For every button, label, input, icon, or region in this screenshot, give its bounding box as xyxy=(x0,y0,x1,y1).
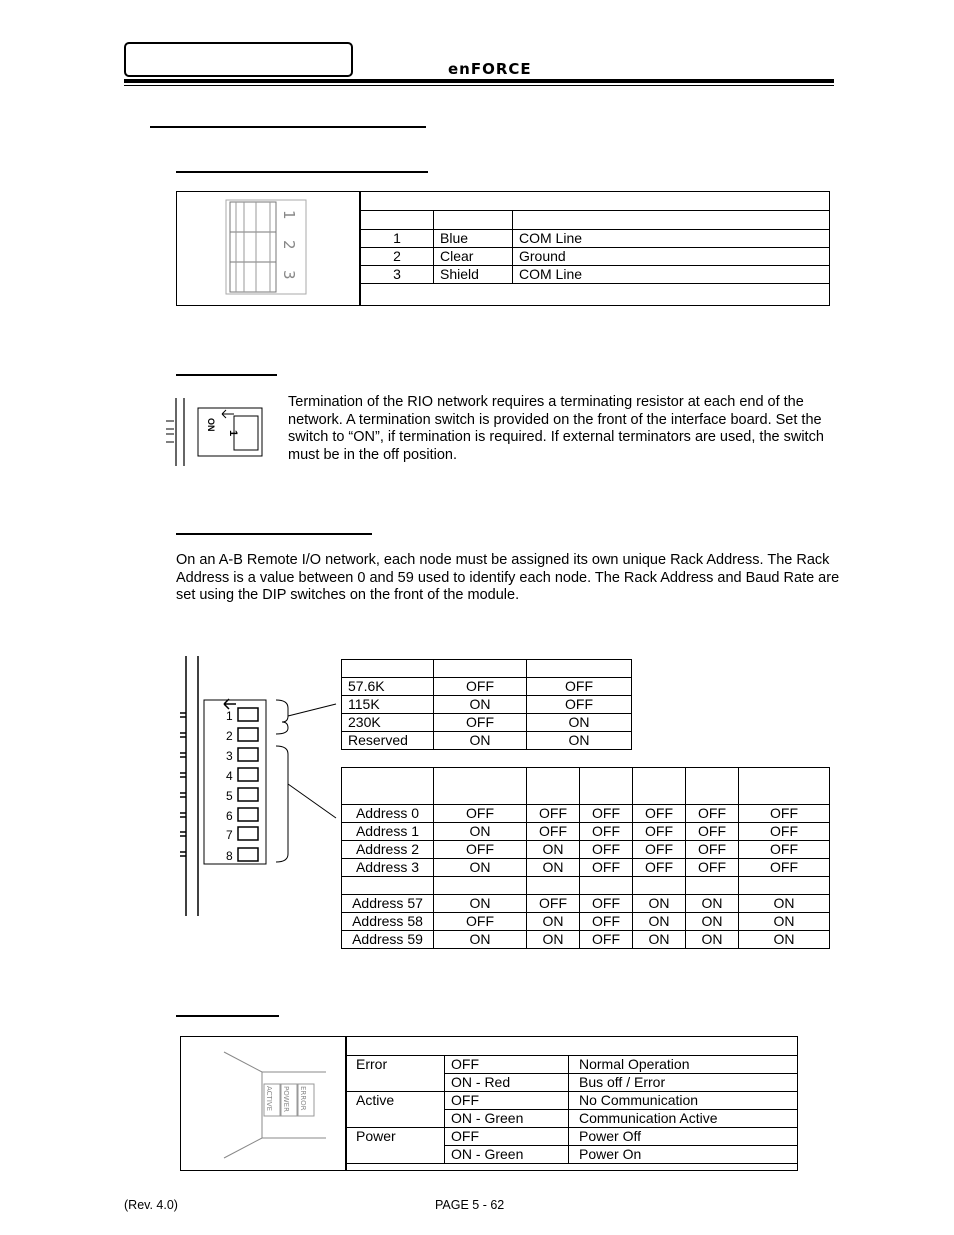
table-cell: OFF xyxy=(527,823,580,841)
svg-text:3: 3 xyxy=(226,749,233,763)
table-cell: ON xyxy=(434,931,527,949)
table-cell: 57.6K xyxy=(342,678,434,696)
table-cell xyxy=(342,877,434,895)
table-cell: Reserved xyxy=(342,732,434,750)
svg-text:6: 6 xyxy=(226,809,233,823)
table-cell: Address 0 xyxy=(342,805,434,823)
svg-text:3: 3 xyxy=(280,270,298,280)
connector-diagram xyxy=(222,198,308,296)
table-cell: OFF xyxy=(633,841,686,859)
table-cell xyxy=(342,768,434,805)
table-cell xyxy=(633,768,686,805)
table-cell: OFF xyxy=(445,1056,569,1074)
table-cell: OFF xyxy=(527,895,580,913)
termination-switch-diagram xyxy=(164,396,266,468)
table-cell: ON xyxy=(686,895,739,913)
table-cell: OFF xyxy=(434,913,527,931)
svg-text:POWER: POWER xyxy=(282,1086,290,1112)
svg-text:5: 5 xyxy=(226,789,233,803)
table-cell: ON xyxy=(739,913,830,931)
section-heading-underline xyxy=(150,126,426,128)
table-row xyxy=(347,1056,798,1074)
table-cell xyxy=(527,877,580,895)
table-cell: Address 2 xyxy=(342,841,434,859)
table-cell: ON xyxy=(686,931,739,949)
table-cell xyxy=(686,768,739,805)
table-row xyxy=(361,230,830,248)
led-diagram xyxy=(220,1046,330,1164)
table-row xyxy=(342,823,830,841)
table-cell: Address 3 xyxy=(342,859,434,877)
rack-address-paragraph: On an A-B Remote I/O network, each node must be assigned its own unique Rack Address. The Rack Address is a value between 0 and 59 used to identify each node. The Rack Address and Baud Rate are set using the DIP switches on the front of the module. xyxy=(176,552,840,603)
svg-text:ACTIVE: ACTIVE xyxy=(265,1086,273,1112)
table-cell: ON - Red xyxy=(445,1074,569,1092)
termination-paragraph: Termination of the RIO network requires a terminating resistor at each end of the network. A termination switch is provided on the front of the interface board. Set the switch to “ON”, if termination is required. If external terminators are used, the switch must be in the off position. xyxy=(288,394,824,463)
table-cell: Power xyxy=(347,1128,445,1164)
table-header-row xyxy=(361,211,830,230)
table-cell: OFF xyxy=(527,805,580,823)
table-cell: OFF xyxy=(445,1092,569,1110)
table-cell xyxy=(434,660,527,678)
table-cell: OFF xyxy=(739,859,830,877)
table-cell: ON xyxy=(633,913,686,931)
svg-text:2: 2 xyxy=(226,729,233,743)
table-row xyxy=(347,1128,798,1146)
table-cell: Active xyxy=(347,1092,445,1128)
table-cell: OFF xyxy=(580,823,633,841)
subheading-underline-leds xyxy=(176,1015,279,1017)
table-header-row xyxy=(342,660,632,678)
table-cell: Normal Operation xyxy=(569,1056,798,1074)
table-cell: ON xyxy=(434,696,527,714)
table-cell xyxy=(361,211,434,230)
table-cell: ON xyxy=(434,895,527,913)
table-cell: OFF xyxy=(445,1128,569,1146)
table-cell: Blue xyxy=(434,230,513,248)
header-rule-thin xyxy=(124,85,834,86)
table-cell xyxy=(739,768,830,805)
table-cell xyxy=(580,768,633,805)
table-cell xyxy=(686,877,739,895)
table-cell: ON xyxy=(633,895,686,913)
table-cell: Address 59 xyxy=(342,931,434,949)
table-cell: Error xyxy=(347,1056,445,1092)
table-cell: 1 xyxy=(361,230,434,248)
subheading-underline-rack-address xyxy=(176,533,372,535)
svg-text:7: 7 xyxy=(226,828,233,842)
svg-text:1: 1 xyxy=(226,709,233,723)
table-cell: ON xyxy=(527,841,580,859)
table-row xyxy=(342,895,830,913)
svg-text:2: 2 xyxy=(280,240,298,250)
table-row xyxy=(342,714,632,732)
table-cell: Clear xyxy=(434,248,513,266)
rack-address-table xyxy=(341,767,830,949)
table-cell: ON xyxy=(633,931,686,949)
table-cell: OFF xyxy=(739,805,830,823)
table-cell: OFF xyxy=(580,859,633,877)
table-cell: ON xyxy=(527,913,580,931)
table-cell: Bus off / Error xyxy=(569,1074,798,1092)
table-cell: ON xyxy=(527,931,580,949)
table-header-row xyxy=(342,768,830,805)
table-cell: 230K xyxy=(342,714,434,732)
dip-switch-diagram xyxy=(172,654,342,918)
table-cell xyxy=(434,768,527,805)
table-cell: OFF xyxy=(434,714,527,732)
connector-pin-labels xyxy=(280,210,298,280)
table-cell xyxy=(527,660,632,678)
table-row xyxy=(342,805,830,823)
table-row xyxy=(342,931,830,949)
table-cell: COM Line xyxy=(513,230,830,248)
table-cell: Ground xyxy=(513,248,830,266)
table-cell xyxy=(739,877,830,895)
table-cell xyxy=(434,877,527,895)
subheading-underline-termination xyxy=(176,374,277,376)
table-cell: Power Off xyxy=(569,1128,798,1146)
table-cell: COM Line xyxy=(513,266,830,284)
table-cell: OFF xyxy=(686,841,739,859)
table-cell: ON - Green xyxy=(445,1146,569,1164)
footer-revision: (Rev. 4.0) xyxy=(124,1198,178,1212)
table-cell: ON xyxy=(686,913,739,931)
table-cell: OFF xyxy=(580,841,633,859)
table-cell: OFF xyxy=(686,823,739,841)
table-cell: Address 58 xyxy=(342,913,434,931)
table-row xyxy=(342,913,830,931)
table-cell: ON xyxy=(527,732,632,750)
table-cell xyxy=(527,768,580,805)
led-status-table xyxy=(346,1055,798,1164)
table-row xyxy=(342,859,830,877)
table-cell: No Communication xyxy=(569,1092,798,1110)
table-cell: 115K xyxy=(342,696,434,714)
dip-switch-numbers xyxy=(226,709,233,863)
footer-page-number: PAGE 5 - 62 xyxy=(435,1198,505,1212)
baud-rate-table xyxy=(341,659,632,750)
table-cell: 2 xyxy=(361,248,434,266)
table-cell: 3 xyxy=(361,266,434,284)
table-cell: OFF xyxy=(434,805,527,823)
table-cell: ON xyxy=(527,714,632,732)
table-cell: OFF xyxy=(686,859,739,877)
svg-text:ERROR: ERROR xyxy=(299,1086,307,1111)
table-cell: ON xyxy=(434,859,527,877)
header-rule xyxy=(124,79,834,83)
table-cell: Communication Active xyxy=(569,1110,798,1128)
header-box xyxy=(124,42,353,77)
table-cell: OFF xyxy=(633,805,686,823)
table-cell: OFF xyxy=(739,841,830,859)
table-cell: Address 1 xyxy=(342,823,434,841)
table-cell: Power On xyxy=(569,1146,798,1164)
table-cell: ON xyxy=(527,859,580,877)
table-cell: OFF xyxy=(434,678,527,696)
table-cell xyxy=(513,211,830,230)
table-cell xyxy=(342,660,434,678)
subheading-underline-connector xyxy=(176,171,428,173)
table-cell: OFF xyxy=(739,823,830,841)
table-row xyxy=(361,266,830,284)
table-row xyxy=(342,841,830,859)
table-cell: Shield xyxy=(434,266,513,284)
table-cell: OFF xyxy=(686,805,739,823)
table-cell: OFF xyxy=(434,841,527,859)
table-cell: OFF xyxy=(580,805,633,823)
table-row xyxy=(347,1092,798,1110)
svg-text:1: 1 xyxy=(280,210,298,220)
table-cell: ON xyxy=(739,931,830,949)
table-cell: OFF xyxy=(580,931,633,949)
table-cell: ON xyxy=(434,732,527,750)
table-cell xyxy=(434,211,513,230)
table-cell: ON xyxy=(434,823,527,841)
table-cell: OFF xyxy=(633,823,686,841)
table-cell: OFF xyxy=(633,859,686,877)
table-cell: OFF xyxy=(580,913,633,931)
table-row xyxy=(342,678,632,696)
table-cell: ON xyxy=(739,895,830,913)
logo: enFORCE xyxy=(448,60,532,78)
svg-text:8: 8 xyxy=(226,849,233,863)
table-row xyxy=(342,732,632,750)
svg-text:1: 1 xyxy=(227,430,239,437)
table-cell: ON - Green xyxy=(445,1110,569,1128)
table-row xyxy=(342,877,830,895)
table-row xyxy=(361,248,830,266)
table-cell: Address 57 xyxy=(342,895,434,913)
table-cell: OFF xyxy=(580,895,633,913)
table-cell xyxy=(580,877,633,895)
svg-text:4: 4 xyxy=(226,769,233,783)
table-row xyxy=(342,696,632,714)
table-cell: OFF xyxy=(527,678,632,696)
table-cell: OFF xyxy=(527,696,632,714)
connector-table xyxy=(360,210,830,284)
svg-text:ON: ON xyxy=(206,418,216,432)
table-cell xyxy=(633,877,686,895)
